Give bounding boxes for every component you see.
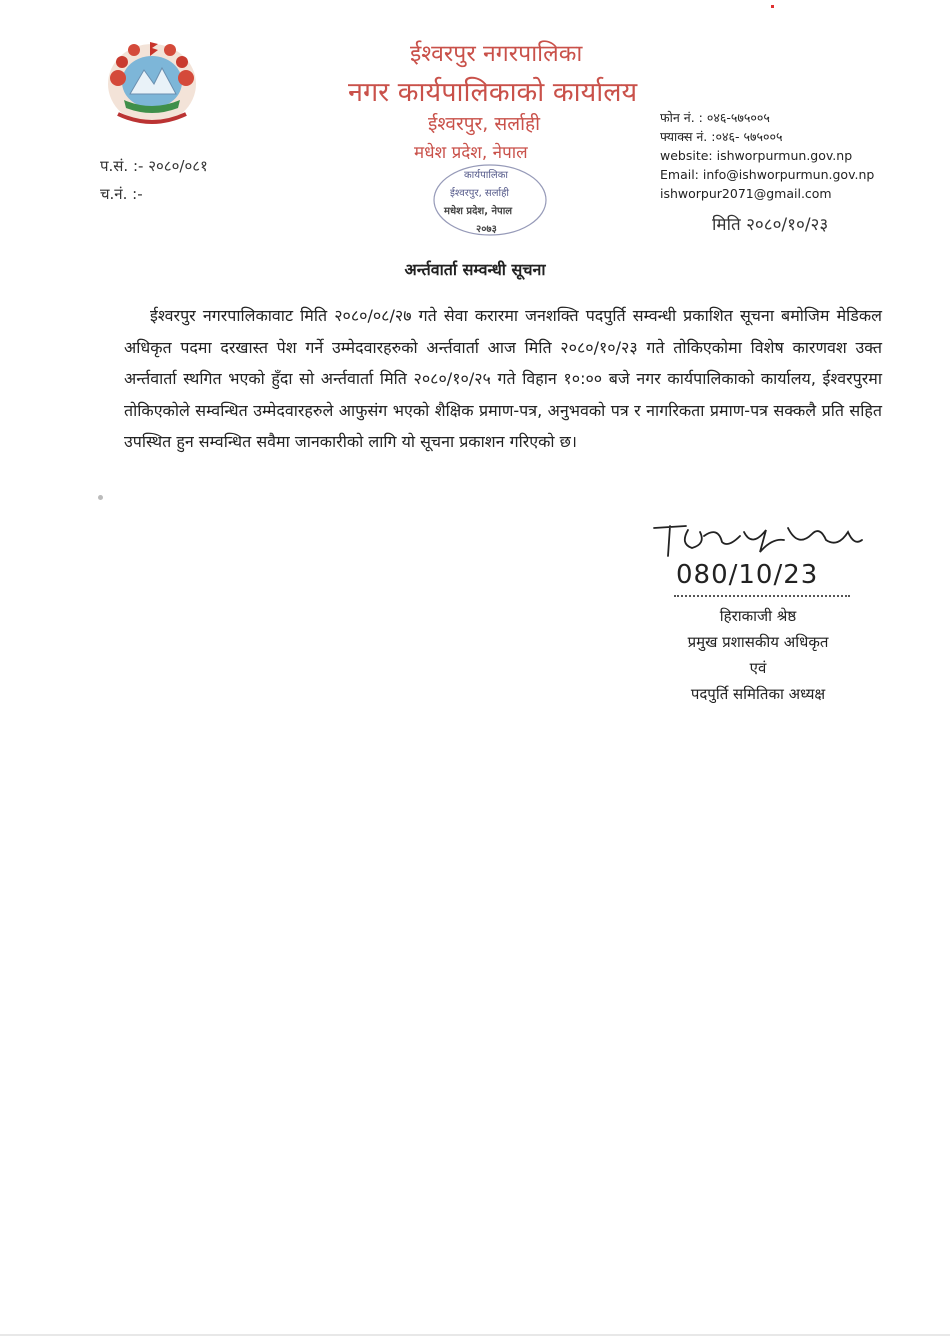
notice-body: ईश्वरपुर नगरपालिकावाट मिति २०८०/०८/२७ गते सेवा करारमा जनशक्ति पदपुर्ति सम्वन्धी प्रकाशित सूचना बमोजिम मेडिकल अधिकृत पदमा दरखास्त पेश गर्ने उम्मेदवारहरुको अर्न्तवार्ता आज मिति २०८०/१०/२३ गते तोकिएकोमा विशेष कारणवश उक्त अर्न्तवार्ता स्थगित भएको हुँदा सो अर्न्तवार्ता मिति २०८०/१०/२५ गते विहान १०:०० बजे नगर कार्यपालिकाको कार्यालय, ईश्वरपुरमा तोकिएकोले सम्वन्धित उम्मेदवारहरुले आफुसंग भएको शैक्षिक प्रमाण-पत्र, अनुभवको पत्र र नागरिकता प्रमाण-पत्र सक्कलै प्रति सहित उपस्थित हुन सम्वन्धित सवैमा जानकारीको लागि यो सूचना प्रकाशन गरिएको छ। [124,306,882,451]
contact-block [660,108,874,203]
phone-number: फोन नं. : ०४६-५७५००५ [660,110,770,125]
municipality-name: ईश्वरपुर नगरपालिका [410,41,583,67]
notice-date: मिति २०८०/१०/२३ [712,215,829,235]
signature-line [674,595,850,597]
email: Email: info@ishworpurmun.gov.np [660,167,875,182]
office-name: नगर कार्यपालिकाको कार्यालय [348,77,638,108]
scan-mark [771,5,774,8]
page-edge [0,1334,950,1336]
office-stamp [430,162,550,238]
nepal-emblem-icon [104,38,200,128]
handwritten-date: 080/10/23 [676,560,819,590]
signatory-name: हिराकाजी श्रेष्ठ [719,607,797,625]
stamp-line-2: ईश्वरपुर, सर्लाही [450,188,509,199]
website: website: ishworpurmun.gov.np [660,148,853,163]
letter-number: प.सं. :- २०८०/०८१ [100,157,208,175]
signatory-committee: पदपुर्ति समितिका अध्यक्ष [690,685,826,703]
scan-dot [98,495,103,500]
signatory-post: प्रमुख प्रशासकीय अधिकृत [687,633,829,651]
signatory-block [640,603,876,707]
fax-number: फ्याक्स नं. :०४६- ५७५००५ [660,129,783,144]
reference-block [100,152,208,208]
notice-title: अर्न्तवार्ता सम्वन्धी सूचना [404,260,546,279]
stamp-line-3: मधेश प्रदेश, नेपाल [444,206,513,217]
province-name: मधेश प्रदेश, नेपाल [414,143,528,163]
office-location: ईश्वरपुर, सर्लाही [428,113,541,135]
stamp-line-1: कार्यपालिका [464,170,508,181]
email-secondary: ishworpur2071@gmail.com [660,186,832,201]
stamp-line-4: २०७३ [476,224,497,235]
dispatch-number: च.नं. :- [100,185,143,203]
signatory-conjunction: एवं [749,659,767,677]
